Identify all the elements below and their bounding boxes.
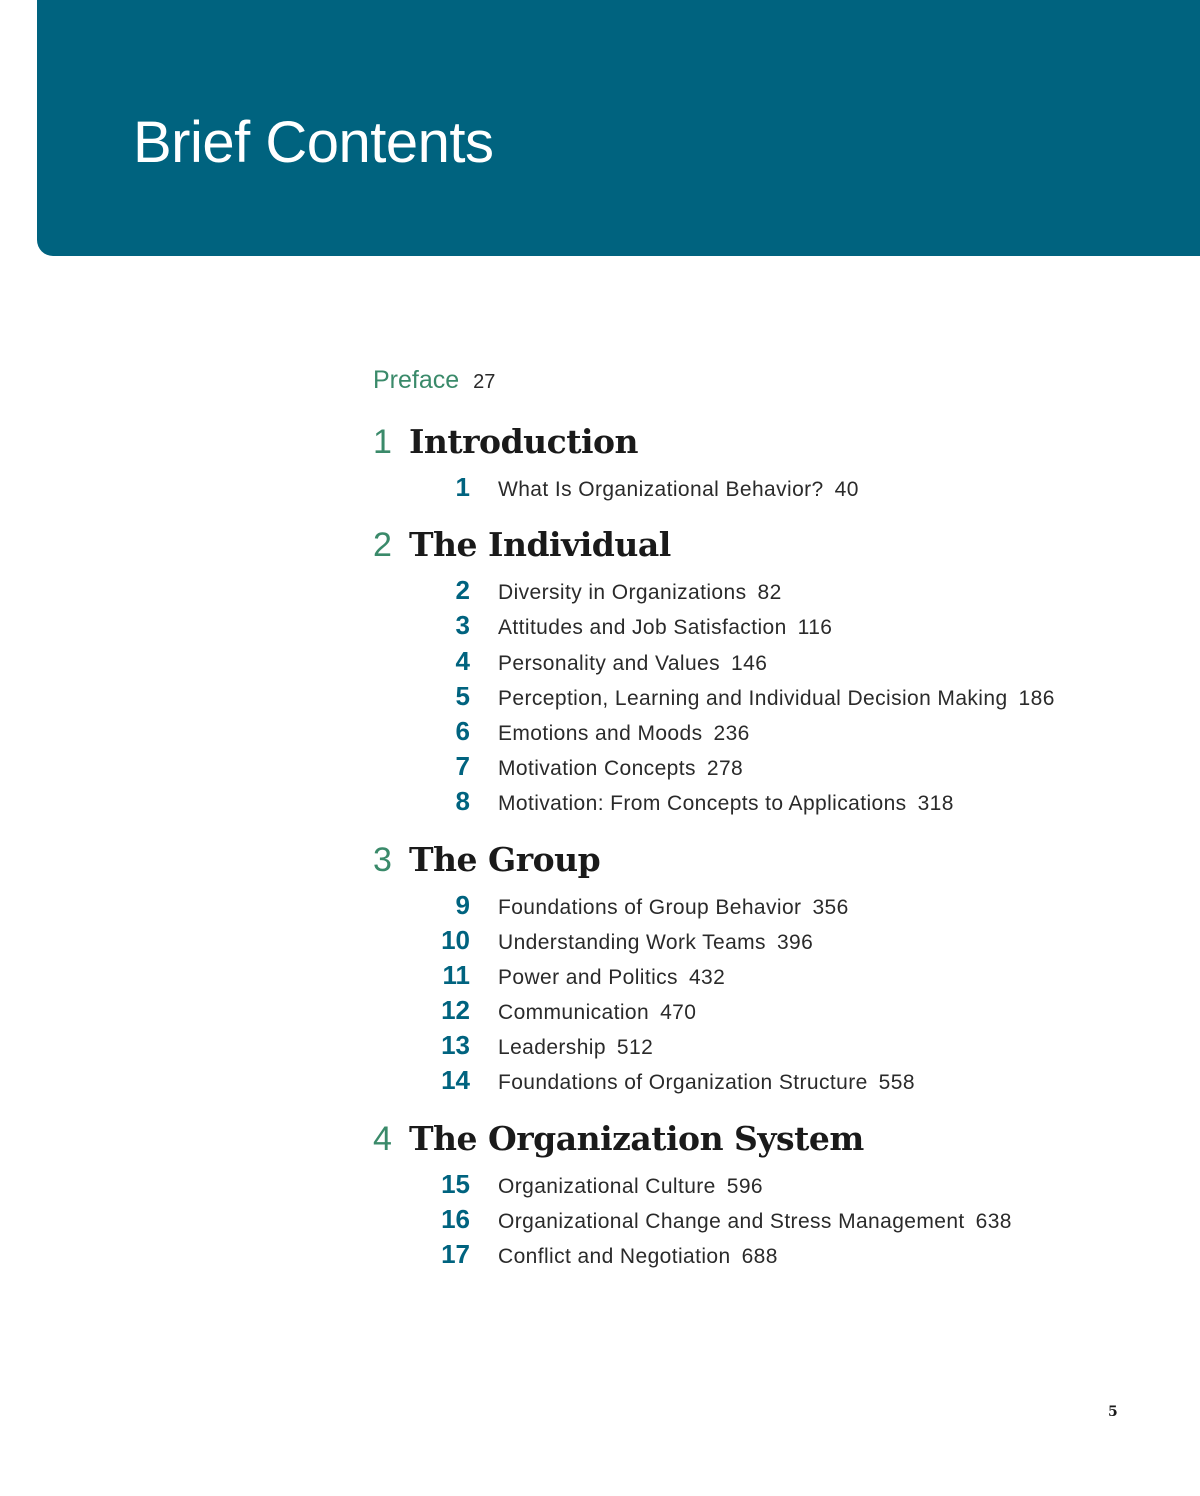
chapter-page-number: 432 (688, 965, 726, 989)
chapter-page-number: 40 (834, 478, 859, 501)
chapter-entry[interactable] (373, 575, 1153, 610)
chapter-entry[interactable] (373, 925, 1153, 960)
part-heading[interactable] (373, 1119, 1153, 1163)
chapter-title: Personality and Values (498, 651, 721, 675)
chapter-number: 7 (455, 751, 470, 782)
chapter-entry[interactable] (373, 610, 1153, 645)
chapter-page-number: 278 (706, 757, 744, 781)
chapter-page-number: 186 (1018, 686, 1055, 710)
part-heading[interactable] (373, 525, 1153, 569)
chapter-title: Perception, Learning and Individual Decision Making (498, 686, 1008, 710)
part-number: 1 (373, 423, 392, 461)
chapter-entry[interactable] (373, 960, 1153, 995)
chapter-page-number: 356 (812, 895, 849, 919)
chapter-title: Foundations of Organization Structure (498, 1071, 868, 1095)
chapter-list (373, 890, 1153, 1101)
page-title: Brief Contents (133, 110, 494, 175)
chapter-number: 3 (455, 610, 470, 641)
chapter-page-number: 638 (975, 1209, 1012, 1233)
chapter-entry[interactable] (373, 1169, 1153, 1204)
chapter-title: Organizational Change and Stress Management (498, 1209, 965, 1233)
chapter-number: 11 (442, 959, 470, 990)
chapter-number: 9 (455, 889, 470, 920)
chapter-number: 6 (455, 715, 470, 746)
chapter-entry[interactable] (373, 890, 1153, 925)
header-band (37, 0, 1200, 256)
chapter-entry[interactable] (373, 472, 1153, 507)
chapter-page-number: 146 (731, 651, 768, 675)
chapter-page-number: 116 (797, 616, 833, 640)
chapter-list (373, 1169, 1153, 1275)
chapter-number: 16 (441, 1203, 470, 1234)
chapter-title: Understanding Work Teams (498, 930, 766, 954)
toc-entry-preface[interactable] (373, 366, 1153, 404)
part-heading[interactable] (373, 840, 1153, 884)
chapter-list (373, 575, 1153, 821)
chapter-title: Attitudes and Job Satisfaction (498, 616, 787, 640)
preface-label: Preface (373, 366, 460, 394)
part-section (373, 840, 1153, 1101)
part-title: The Group (409, 839, 601, 879)
chapter-page-number: 236 (713, 721, 750, 745)
chapter-title: Motivation: From Concepts to Applications (498, 792, 907, 816)
chapter-page-number: 512 (616, 1036, 654, 1060)
chapter-page-number: 470 (660, 1001, 697, 1025)
part-section (373, 1119, 1153, 1275)
chapter-title: Communication (498, 1001, 650, 1025)
chapter-title: What Is Organizational Behavior? (498, 478, 824, 501)
chapter-title: Emotions and Moods (498, 721, 703, 745)
chapter-number: 13 (441, 1030, 470, 1061)
chapter-entry[interactable] (373, 1030, 1153, 1065)
chapter-number: 5 (455, 680, 470, 711)
table-of-contents (373, 366, 1153, 1274)
chapter-page-number: 596 (726, 1174, 763, 1198)
part-section (373, 422, 1153, 507)
part-section (373, 525, 1153, 821)
part-title: The Individual (409, 525, 671, 565)
chapter-entry[interactable] (373, 646, 1153, 681)
chapter-page-number: 318 (917, 792, 954, 816)
chapter-title: Conflict and Negotiation (498, 1245, 731, 1268)
chapter-page-number: 396 (776, 930, 814, 954)
chapter-number: 1 (455, 472, 470, 502)
chapter-entry[interactable] (373, 786, 1153, 821)
chapter-page-number: 558 (878, 1071, 915, 1095)
chapter-entry[interactable] (373, 1204, 1153, 1239)
part-title: Introduction (409, 422, 639, 461)
folio-page-number: 5 (1108, 1404, 1118, 1420)
chapter-number: 12 (441, 995, 470, 1026)
chapter-number: 2 (455, 575, 470, 606)
chapter-entry[interactable] (373, 681, 1153, 716)
preface-page-number: 27 (473, 371, 496, 393)
chapter-number: 14 (441, 1065, 470, 1096)
chapter-entry[interactable] (373, 1065, 1153, 1100)
chapter-number: 8 (455, 786, 470, 817)
chapter-page-number: 688 (741, 1245, 778, 1268)
part-number: 4 (373, 1119, 392, 1158)
chapter-entry[interactable] (373, 995, 1153, 1030)
chapter-list (373, 472, 1153, 507)
chapter-number: 17 (441, 1239, 470, 1269)
chapter-entry[interactable] (373, 751, 1153, 786)
chapter-number: 10 (441, 924, 470, 955)
part-number: 2 (373, 526, 392, 565)
chapter-title: Leadership (498, 1036, 606, 1060)
parts-list (373, 422, 1153, 1274)
part-number: 3 (373, 840, 392, 879)
chapter-page-number: 82 (757, 581, 782, 605)
chapter-title: Power and Politics (498, 965, 678, 989)
chapter-title: Motivation Concepts (498, 757, 696, 781)
chapter-entry[interactable] (373, 1239, 1153, 1274)
part-heading[interactable] (373, 422, 1153, 466)
chapter-number: 15 (441, 1168, 470, 1199)
chapter-title: Diversity in Organizations (498, 581, 747, 605)
chapter-title: Foundations of Group Behavior (498, 895, 802, 919)
chapter-number: 4 (455, 645, 470, 676)
part-title: The Organization System (409, 1118, 864, 1158)
chapter-title: Organizational Culture (498, 1174, 716, 1198)
chapter-entry[interactable] (373, 716, 1153, 751)
